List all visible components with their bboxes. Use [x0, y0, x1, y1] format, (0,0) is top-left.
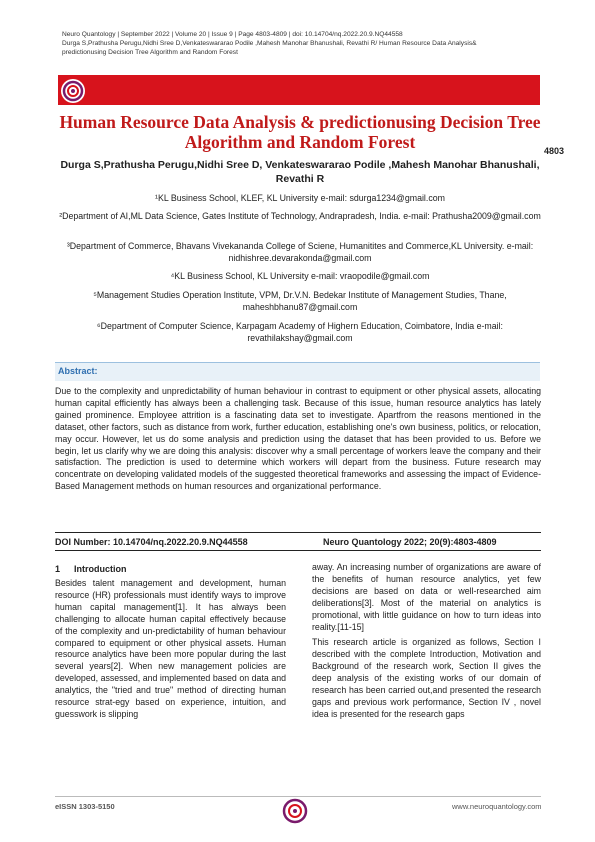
intro-paragraph-3: This research article is organized as follows, Section I described with the complete Introduction, Motivation and Background of the research work, Section II gives the deep analysis of the existing works of our domain of research has been carried out,and presented the research gaps and previous work performance, Section IV , novel idea is presented for the research gaps: [312, 637, 541, 719]
section-number: 1: [55, 564, 61, 574]
journal-citation: Neuro Quantology 2022; 20(9):4803-4809: [323, 537, 497, 547]
right-column: [312, 562, 541, 725]
intro-paragraph-1: Besides talent management and development, human resource (HR) professionals must identify ways to improve human capital management[1]. It has always been challenging to allocate human capital effectively because of the complexity and un-predictability of human behaviour compared to equipment or other physical assets. Human resource analytics have been more popular during the last several years[2]. When new management policies are developed, assessed, and implemented based on data and analytics, the "tried and true" method of directing human resource strat-egy based on experience, intuition, and guesswork is slipping: [55, 578, 286, 719]
affiliation-6: ⁶Department of Computer Science, Karpagam Academy of Highern Education, Coimbatore, India e-mail: revathilakshay@gmail.com: [96, 321, 504, 343]
page-number: 4803: [544, 146, 565, 156]
section-title: Introduction: [74, 564, 127, 574]
section-heading-introduction: [55, 564, 141, 574]
author-list: Durga S,Prathusha Perugu,Nidhi Sree D, Venkateswararao Podile ,Mahesh Manohar Bhanushali, Revathi R: [60, 159, 540, 185]
doi-top-rule: [55, 532, 541, 533]
affiliation-1: ¹KL Business School, KLEF, KL University e-mail: sdurga1234@gmail.com: [155, 193, 445, 203]
journal-logo-icon: [60, 78, 86, 109]
abstract-heading-bar: [55, 362, 540, 381]
running-header-title: predictionusing Decision Tree Algorithm and Random Forest: [62, 49, 238, 56]
affiliation-2: ²Department of AI,ML Data Science, Gates Institute of Technology, Andrapradesh, India. e-mail: Prathusha2009@gmail.com: [59, 211, 541, 221]
running-header-authors: Durga S,Prathusha Perugu,Nidhi Sree D,Venkateswararao Podile ,Mahesh Manohar Bhanushali, Revathi R/ Human Resource Data Analysis&: [62, 40, 477, 47]
footer-rule: [55, 796, 541, 797]
left-column: [55, 578, 286, 725]
abstract-heading: Abstract:: [58, 366, 98, 376]
intro-paragraph-2: away. An increasing number of organizations are aware of the benefits of human resource analytics, yet few decisions are based on data or well-researched aim deliberations[3]. Most of the material on analytics is promotional, with little guidance on how to turn ideas into reality.[11-15]: [312, 562, 541, 632]
running-header-journal: Neuro Quantology | September 2022 | Volume 20 | Issue 9 | Page 4803-4809 | doi: 10.14704/nq.2022.20.9.NQ44558: [62, 31, 403, 38]
doi-bottom-rule: [55, 550, 541, 551]
abstract-body: Due to the complexity and unpredictability of human behaviour in contrast to equipment or other physical assets, allocating human capital efficiently has always been a challenging task. Because of this issue, human resource analytics has lately gained prominence. Employee attrition is a fascinating data set to investigate. Apartfrom the reasons mentioned in the dataset, other factors, such as distance from work, further education, establishing one's own business, politics, or relocation, may occur. However, let us do some analysis and prediction using the dataset that has been provided to us. Before we begin, let us clarify why we are doing this analysis: discover why a small percentage of workers leave the company and their satisfaction. The prediction is used to determine which workers will depart from the business. Future research may concentrate on developing validated models of the suggested theoretical frameworks and assessing the impact of Evidence-Based Management methods on human resources and organizational performance.: [55, 386, 541, 492]
footer-issn: eISSN 1303-5150: [55, 802, 115, 811]
doi-number: DOI Number: 10.14704/nq.2022.20.9.NQ44558: [55, 537, 248, 547]
footer-url[interactable]: www.neuroquantology.com: [452, 802, 542, 811]
paper-title: Human Resource Data Analysis & predictionusing Decision Tree Algorithm and Random Forest: [59, 112, 541, 152]
journal-banner: [58, 75, 540, 105]
affiliation-3: ³Department of Commerce, Bhavans Vivekananda College of Sciene, Humanitites and Commerce,KL University. e-mail: nidhishree.devarakonda@gmail.com: [66, 241, 534, 263]
footer-logo-icon: [282, 798, 308, 829]
affiliation-5: ⁵Management Studies Operation Institute, VPM, Dr.V.N. Bedekar Institute of Management Studies, Thane, maheshbhanu87@gmail.com: [93, 290, 507, 312]
affiliation-4: ⁴KL Business School, KL University e-mail: vraopodile@gmail.com: [170, 271, 430, 281]
